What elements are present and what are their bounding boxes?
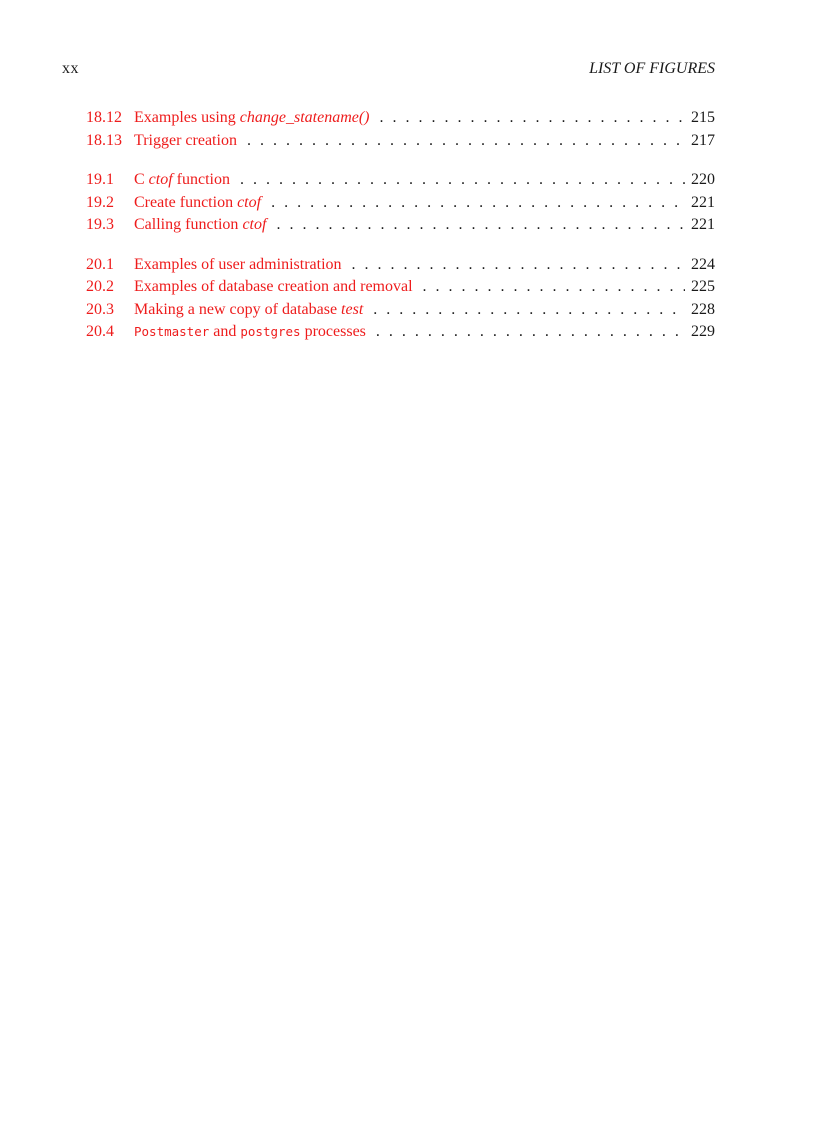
figure-title-part: Postmaster	[134, 324, 210, 339]
figure-number[interactable]: 20.2	[86, 278, 114, 295]
page-number: 221	[691, 216, 715, 233]
figure-entry[interactable]	[86, 254, 715, 277]
figure-group	[86, 107, 715, 152]
dot-leader	[376, 321, 685, 344]
figure-title-part: and	[209, 323, 241, 340]
figure-number[interactable]: 19.2	[86, 193, 114, 211]
figure-title-part: Making a new copy of database	[134, 300, 342, 318]
figure-title-part: Examples of database creation and removal	[134, 278, 413, 295]
figure-title-part: Examples using	[134, 109, 240, 126]
figure-entry[interactable]	[86, 321, 715, 344]
page-header	[62, 60, 715, 82]
figure-number[interactable]: 20.1	[86, 255, 114, 273]
figure-title-part: test	[341, 300, 364, 318]
figure-title-part: Trigger creation	[134, 131, 237, 149]
figure-number[interactable]: 18.13	[86, 131, 122, 149]
dot-leader	[240, 169, 685, 192]
dot-leader	[271, 192, 685, 215]
list-of-figures	[86, 107, 715, 361]
page-number: 224	[691, 255, 715, 273]
figure-entry[interactable]	[86, 107, 715, 130]
figure-title-link[interactable]	[134, 321, 366, 344]
dot-leader	[247, 130, 685, 153]
figure-title-part: processes	[300, 323, 366, 340]
figure-entry[interactable]	[86, 192, 715, 215]
page-number: 217	[691, 131, 715, 149]
figure-title-link[interactable]	[134, 214, 266, 237]
figure-number[interactable]: 19.3	[86, 216, 114, 233]
figure-entry[interactable]	[86, 299, 715, 322]
figure-title-link[interactable]	[134, 276, 413, 299]
figure-number[interactable]: 20.4	[86, 323, 114, 340]
figure-title-part: ctof	[237, 193, 262, 211]
figure-group	[86, 254, 715, 344]
figure-number[interactable]: 18.12	[86, 109, 122, 126]
page-number: 220	[691, 171, 715, 188]
figure-title-part: Examples of user administration	[134, 255, 342, 273]
dot-leader	[423, 276, 685, 299]
figure-title-link[interactable]	[134, 169, 230, 192]
running-head: LIST OF FIGURES	[589, 60, 715, 77]
figure-title-link[interactable]	[134, 299, 363, 322]
figure-title-part: ctof	[242, 216, 267, 233]
dot-leader	[352, 254, 685, 277]
figure-group	[86, 169, 715, 237]
figure-title-part: ctof	[148, 171, 173, 188]
page-number: 225	[691, 278, 715, 295]
dot-leader	[380, 107, 686, 130]
figure-title-link[interactable]	[134, 130, 237, 153]
page-number: 229	[691, 323, 715, 340]
figure-number[interactable]: 19.1	[86, 171, 114, 188]
figure-title-link[interactable]	[134, 192, 261, 215]
page-number: 228	[691, 300, 715, 318]
figure-title-link[interactable]	[134, 107, 370, 130]
dot-leader	[276, 214, 685, 237]
figure-title-part: Calling function	[134, 216, 243, 233]
page-number: 215	[691, 109, 715, 126]
figure-title-link[interactable]	[134, 254, 342, 277]
figure-number[interactable]: 20.3	[86, 300, 114, 318]
figure-title-part: change_statename()	[239, 109, 370, 126]
page-folio: xx	[62, 60, 79, 77]
figure-title-part: C	[134, 171, 149, 188]
page-number: 221	[691, 193, 715, 211]
figure-title-part: function	[172, 171, 230, 188]
figure-entry[interactable]	[86, 130, 715, 153]
figure-entry[interactable]	[86, 276, 715, 299]
dot-leader	[373, 299, 685, 322]
figure-entry[interactable]	[86, 169, 715, 192]
figure-title-part: Create function	[134, 193, 238, 211]
figure-title-part: postgres	[240, 324, 301, 339]
figure-entry[interactable]	[86, 214, 715, 237]
